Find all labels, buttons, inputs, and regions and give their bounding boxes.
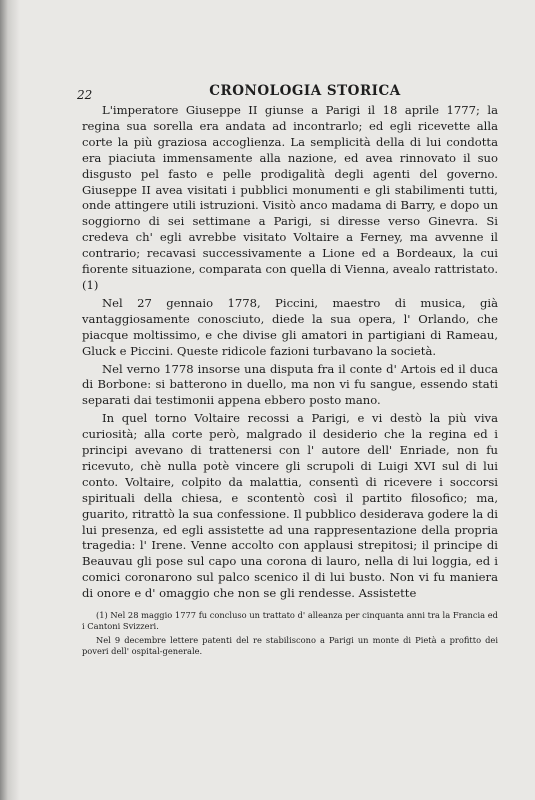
paragraph: L'imperatore Giuseppe II giunse a Parigi il 18 aprile 1777; la regina sua sorella era andata ad incontrarlo; ed egli ricevette alla corte la più graziosa accoglienza. La semplicità della di lui condotta era piaciuta immensamente alla nazione, ed avea rinnovato il suo disgusto pel fasto e pelle prodigalità degli agenti del governo. Giuseppe II avea visitati i pubblici monumenti e gli stabilimenti tutti, onde attingere utili istruzioni. Visitò anco madama di Barry, e dopo un soggiorno di sei settimane a Parigi, si diresse verso Ginevra. Si credeva ch' egli avrebbe visitato Voltaire a Ferney, ma avvenne il contrario; recavasi successivamente a Lione ed a Bordeaux, la cui fiorente situazione, comparata con quella di Vienna, avealo rattristato. (1) bbox=[82, 103, 498, 292]
running-title: CRONOLOGIA STORICA bbox=[209, 83, 401, 99]
page-number: 22 bbox=[77, 88, 93, 102]
body-text bbox=[82, 103, 498, 604]
paragraph: Nel verno 1778 insorse una disputa fra il conte d' Artois ed il duca di Borbone: si batterono in duello, ma non vi fu sangue, essendo stati separati dai testimonii appena ebbero posto mano. bbox=[82, 361, 498, 408]
scan-edge bbox=[0, 0, 20, 800]
footnote: (1) Nel 28 maggio 1777 fu concluso un trattato d' alleanza per cinquanta anni tra la Francia ed i Cantoni Svizzeri. bbox=[82, 610, 498, 632]
paragraph: Nel 27 gennaio 1778, Piccini, maestro di musica, già vantaggiosamente conosciuto, diede la sua opera, l' Orlando, che piacque moltissimo, e che divise gli amatori in partigiani di Rameau, Gluck e Piccini. Queste ridicole fazioni turbavano la società. bbox=[82, 295, 498, 358]
paragraph: In quel torno Voltaire recossi a Parigi, e vi destò la più viva curiosità; alla corte però, malgrado il desiderio che la regina ed i principi avevano di trattenersi con l' autore dell' Enriade, non fu ricevuto, chè nulla potè vincere gli scrupoli di Luigi XVI sul di lui conto. Voltaire, colpito da malattia, consentì di ricevere i soccorsi spirituali della chiesa, e scontentò così il partito filosofico; ma, guarito, ritrattò la sua confessione. Il pubblico desiderava godere la di lui presenza, ed egli assistette ad una rappresentazione della propria tragedia: l' Irene. Venne accolto con applausi strepitosi; il principe di Beauvau gli pose sul capo una corona di lauro, nella di lui loggia, ed i comici coronarono sul palco scenico il di lui busto. Non vi fu maniera di onore e d' omaggio che non se gli rendesse. Assistette bbox=[82, 411, 498, 601]
footnotes bbox=[82, 610, 498, 659]
footnote: Nel 9 decembre lettere patenti del re stabiliscono a Parigi un monte di Pietà a profitto dei poveri dell' ospital-generale. bbox=[82, 634, 498, 656]
